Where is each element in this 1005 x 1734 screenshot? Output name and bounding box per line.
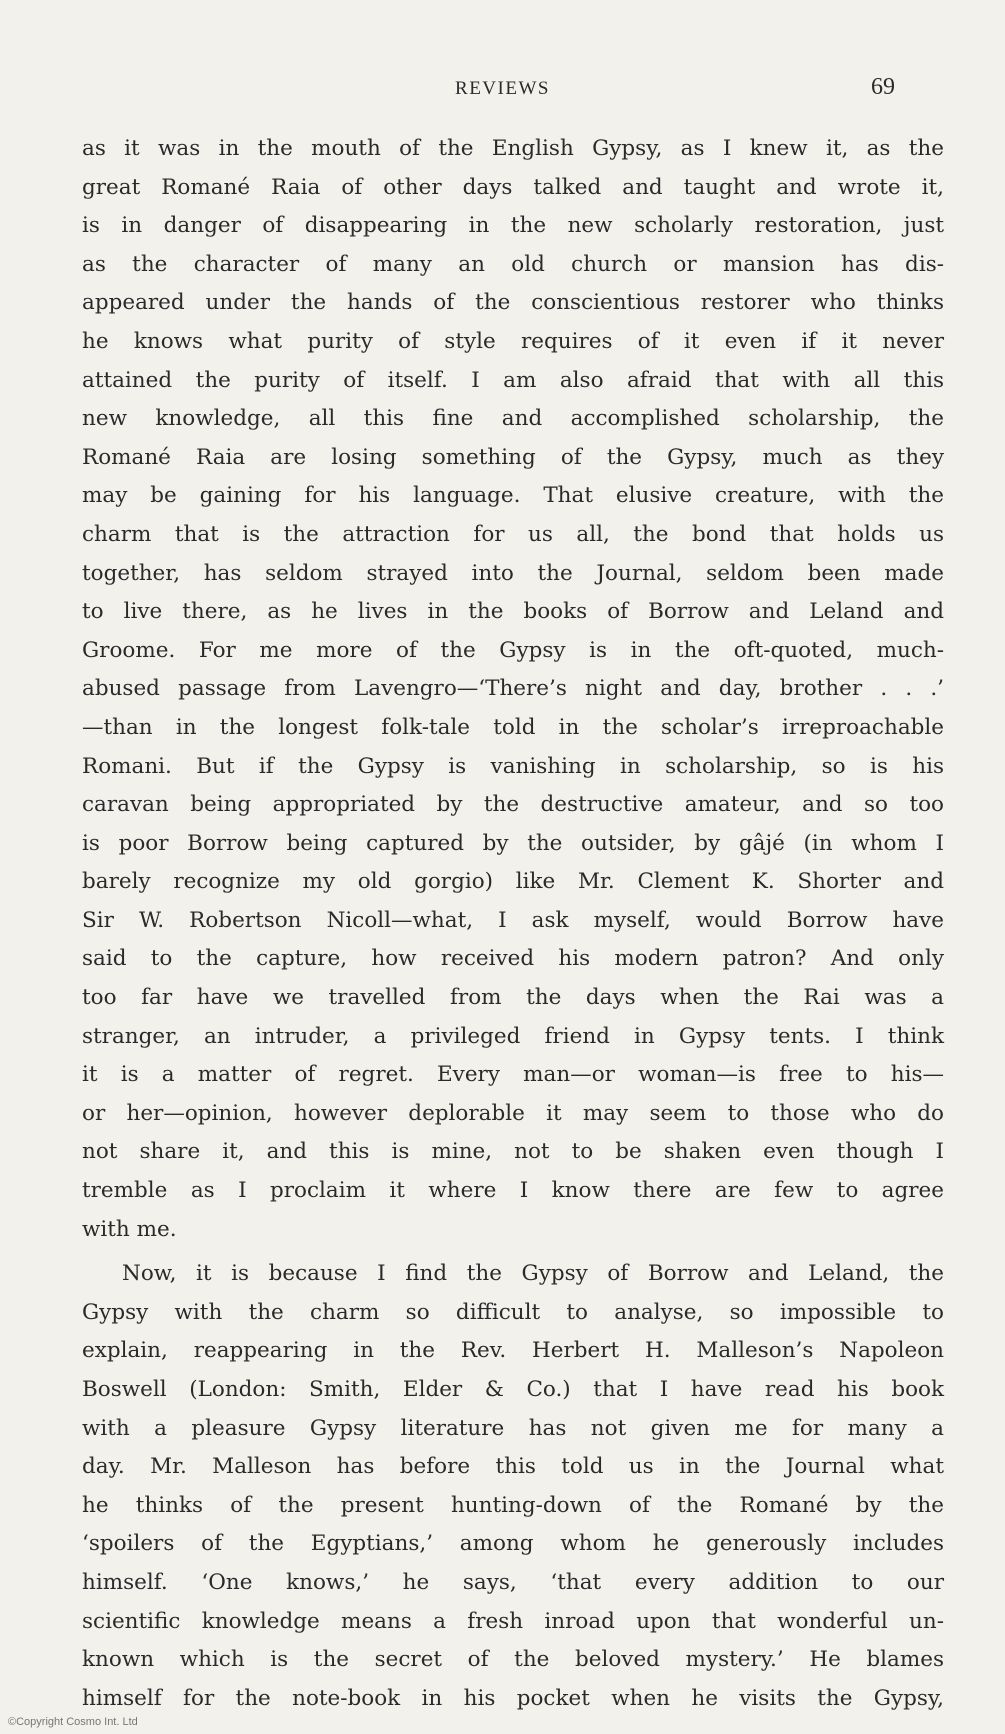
text-line: —than in the longest folk-tale told in the scholar’s irreproachable [82,714,944,740]
text-line: explain, reappearing in the Rev. Herbert H. Malleson’s Napoleon [82,1338,944,1364]
text-line: may be gaining for his language. That elusive creature, with the [82,483,944,509]
text-line: attained the purity of itself. I am also afraid that with all this [82,367,944,393]
text-line: to live there, as he lives in the books of Borrow and Leland and [82,599,944,625]
text-line: together, has seldom strayed into the Journal, seldom been made [82,560,944,586]
text-line: appeared under the hands of the conscientious restorer who thinks [82,290,944,316]
text-line: himself. ‘One knows,’ he says, ‘that every addition to our [82,1569,944,1595]
text-line: as the character of many an old church or mansion has dis- [82,251,944,277]
text-line: or her—opinion, however deplorable it may seem to those who do [82,1100,944,1126]
copyright-notice: ©Copyright Cosmo Int. Ltd [8,1716,138,1728]
text-line: is poor Borrow being captured by the outsider, by gâjé (in whom I [82,830,944,856]
text-line: stranger, an intruder, a privileged friend in Gypsy tents. I think [82,1023,944,1049]
text-line: is in danger of disappearing in the new scholarly restoration, just [82,213,944,239]
body-text [82,130,944,1718]
text-line: Sir W. Robertson Nicoll—what, I ask myself, would Borrow have [82,907,944,933]
text-line: not share it, and this is mine, not to be shaken even though I [82,1139,944,1165]
text-line: abused passage from Lavengro—‘There’s night and day, brother . . .’ [82,676,944,702]
text-line: Gypsy with the charm so difficult to analyse, so impossible to [82,1299,944,1325]
text-line: himself for the note-book in his pocket when he visits the Gypsy, [82,1685,944,1711]
text-line: it is a matter of regret. Every man—or woman—is free to his— [82,1062,944,1088]
paragraph-2 [82,1255,944,1718]
text-line: too far have we travelled from the days when the Rai was a [82,985,944,1011]
text-line: Romané Raia are losing something of the Gypsy, much as they [82,444,944,470]
text-line: Boswell (London: Smith, Elder & Co.) that I have read his book [82,1377,944,1402]
text-line: day. Mr. Malleson has before this told us in the Journal what [82,1454,944,1480]
text-line: Now, it is because I find the Gypsy of Borrow and Leland, the [122,1261,944,1287]
text-line: barely recognize my old gorgio) like Mr. Clement K. Shorter and [82,869,944,895]
text-line: new knowledge, all this fine and accomplished scholarship, the [82,406,944,432]
text-line: tremble as I proclaim it where I know there are few to agree [82,1178,944,1204]
text-line: caravan being appropriated by the destructive amateur, and so too [82,792,944,818]
text-line: Groome. For me more of the Gypsy is in the oft-quoted, much- [82,637,944,663]
text-line: known which is the secret of the beloved mystery.’ He blames [82,1647,944,1673]
text-line: ‘spoilers of the Egyptians,’ among whom he generously includes [82,1531,944,1557]
text-line: great Romané Raia of other days talked and taught and wrote it, [82,174,944,200]
text-line: he knows what purity of style requires of it even if it never [82,328,944,354]
paragraph-1 [82,130,944,1249]
text-line: said to the capture, how received his modern patron? And only [82,946,944,972]
text-line: with me. [82,1216,177,1242]
text-line: as it was in the mouth of the English Gypsy, as I knew it, as the [82,136,944,161]
text-line: he thinks of the present hunting-down of the Romané by the [82,1492,944,1518]
page-header [0,74,1005,108]
text-line: scientific knowledge means a fresh inroad upon that wonderful un- [82,1608,944,1634]
page-number: 69 [871,74,895,100]
text-line: Romani. But if the Gypsy is vanishing in scholarship, so is his [82,753,944,779]
text-line: charm that is the attraction for us all, the bond that holds us [82,521,944,547]
text-line: with a pleasure Gypsy literature has not given me for many a [82,1415,944,1441]
running-head: REVIEWS [455,78,550,99]
